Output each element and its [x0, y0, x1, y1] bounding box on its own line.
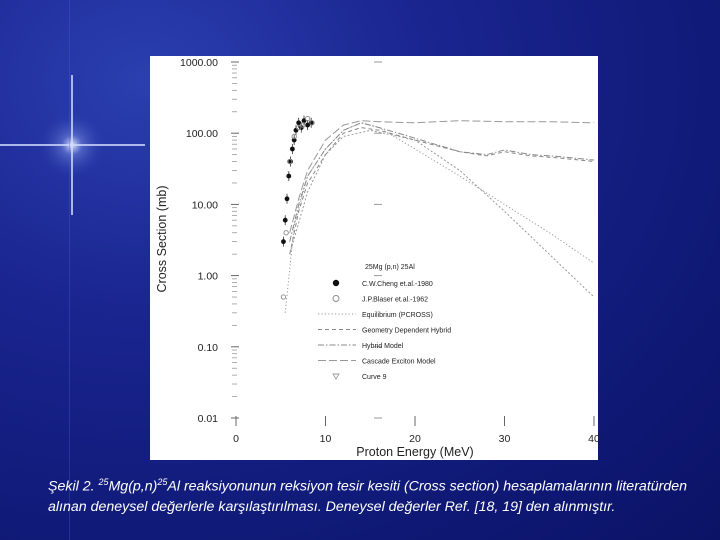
- legend-entry: Equilibrium (PCROSS): [362, 312, 433, 319]
- y-axis-label: Cross Section (mb): [155, 185, 169, 293]
- x-tick-label: 30: [498, 433, 511, 445]
- legend-title: 25Mg (p,n) 25Al: [365, 264, 415, 271]
- caption-prefix: Şekil 2.: [48, 478, 99, 495]
- data-point-cheng: [283, 218, 288, 223]
- chart-svg: [150, 56, 598, 460]
- y-tick-label: 1.00: [197, 270, 218, 283]
- legend-entry: Cascade Exciton Model: [362, 358, 436, 366]
- legend-entry: C.W.Cheng et.al.-1980: [362, 281, 433, 288]
- legend-entry: Geometry Dependent Hybrid: [362, 327, 452, 335]
- data-point-blaser: [284, 231, 288, 235]
- y-tick-label: 0.10: [197, 341, 218, 354]
- legend-entry: J.P.Blaser et.al.-1962: [362, 296, 429, 304]
- caption-mass-number-1: 25: [98, 477, 109, 487]
- series-line-4: [290, 123, 594, 242]
- y-tick-label: 0.01: [197, 413, 218, 425]
- y-tick-label: 1000.00: [180, 57, 218, 69]
- x-tick-label: 20: [409, 433, 421, 445]
- figure-caption: [48, 472, 698, 517]
- data-point-cheng: [296, 120, 301, 125]
- x-tick-label: 40: [588, 433, 600, 445]
- x-tick-label: 10: [319, 433, 332, 445]
- caption-mass-number-2: 25: [157, 477, 168, 487]
- data-point-cheng: [286, 174, 291, 179]
- sparkle-vertical-ray: [71, 75, 73, 215]
- legend-entry: Curve 9: [362, 374, 387, 381]
- legend-marker-triangle: [333, 374, 339, 379]
- chart-panel: [150, 56, 598, 460]
- y-tick-label: 10.00: [191, 199, 218, 212]
- x-tick-label: 0: [233, 433, 239, 445]
- legend-marker-open: [333, 296, 339, 302]
- sparkle-glow: [38, 111, 106, 179]
- caption-text: Al reaksiyonunun reksiyon tesir kesiti (Cross section) hesaplamalarının literatürden alınan deneysel değerlerle karşılaştırılması. Deneysel değerler Ref. [18, 19] den alınmıştır.: [48, 478, 688, 515]
- sparkle-horizontal-ray: [0, 144, 145, 146]
- caption-reaction: Mg(p,n): [108, 478, 158, 495]
- series-line-2: [285, 123, 594, 313]
- series-line-5: [290, 121, 594, 233]
- x-axis-label: Proton Energy (MeV): [356, 445, 474, 459]
- slide-vertical-line: [69, 0, 70, 540]
- y-tick-label: 100.00: [185, 128, 218, 141]
- legend-marker-filled: [333, 280, 339, 286]
- data-point-cheng: [294, 128, 299, 133]
- data-point-blaser: [281, 295, 285, 299]
- data-point-cheng: [281, 239, 286, 244]
- series-line-3: [290, 128, 594, 255]
- legend-entry: Hybrid Model: [362, 343, 404, 350]
- data-point-cheng: [290, 147, 295, 152]
- data-point-cheng: [285, 196, 290, 201]
